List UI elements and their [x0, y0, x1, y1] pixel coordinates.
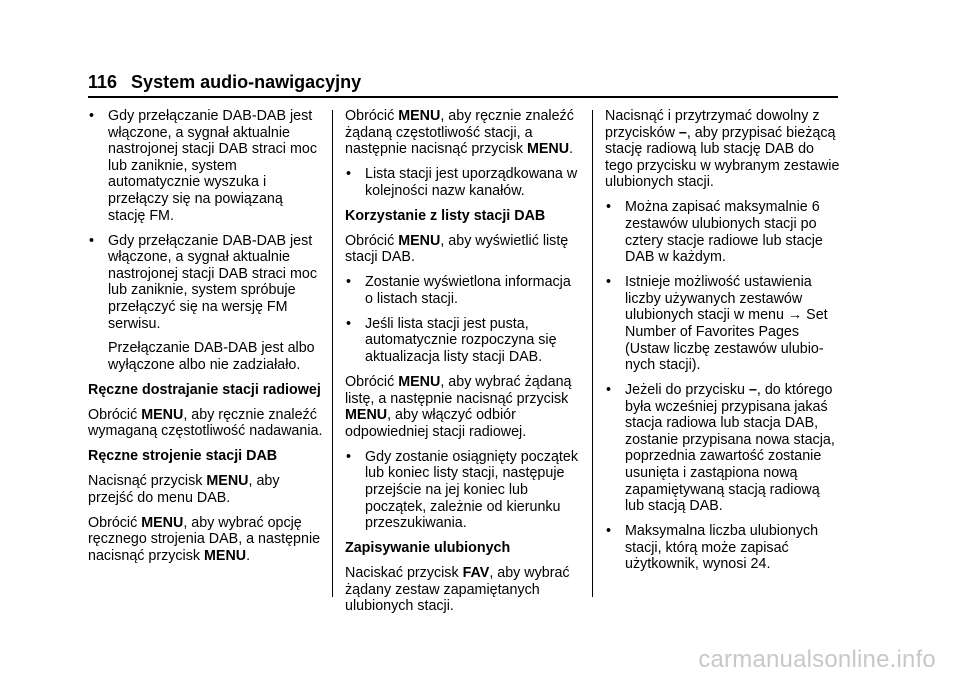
bullet-icon: •	[606, 382, 612, 399]
column-1	[88, 108, 323, 573]
bullet-item: • Lista stacji jest uporządkowana w kolejności nazw kanałów.	[346, 166, 578, 199]
paragraph: Naciskać przycisk FAV, aby wybrać żądany zestaw zapamiętanych ulubionych stacji.	[345, 565, 570, 615]
section-heading: Ręczne strojenie stacji DAB	[88, 448, 278, 465]
bullet-icon: •	[346, 166, 352, 183]
bullet-item: • Jeśli lista stacji jest pusta, automatycznie rozpoczyna się aktualizacja listy stacji DAB.	[346, 315, 557, 366]
bullet-icon: •	[346, 274, 352, 291]
bullet-icon: •	[89, 232, 95, 249]
bullet-icon: •	[346, 315, 352, 332]
bullet-icon: •	[606, 523, 612, 540]
paragraph: Nacisnąć przycisk MENU, aby przejść do menu DAB.	[88, 473, 280, 506]
column-divider	[592, 110, 593, 597]
bullet-item: • Można zapisać maksymalnie 6 zestawów ulubionych stacji po cztery stacje radiowe lub stacje DAB w każdym.	[606, 199, 823, 266]
section-heading: Zapisywanie ulubionych	[345, 540, 511, 557]
bullet-item: • Gdy przełączanie DAB-DAB jest włączone, a sygnał aktualnie nastrojonej stacji DAB straci moc lub zaniknie, system spróbuje przełączyć się na wersję FM serwisu.	[89, 232, 317, 332]
bullet-item: • Maksymalna liczba ulubionych stacji, którą może zapisać użytkownik, wynosi 24.	[606, 523, 819, 573]
page-number: 116	[88, 72, 118, 92]
section-heading: Korzystanie z listy stacji DAB	[345, 207, 546, 224]
paragraph: Obrócić MENU, aby wyświetlić listę stacji DAB.	[345, 232, 569, 266]
bullet-item: • Gdy przełączanie DAB-DAB jest włączone, a sygnał aktualnie nastrojonej stacji DAB straci moc lub zaniknie, system automatycznie wyszuka i przełączy się na powiązaną stację FM.	[89, 108, 317, 224]
paragraph: Obrócić MENU, aby wybrać żądaną listę, a następnie nacisnąć przycisk MENU, aby włączyć odbiór odpowiedniej stacji radiowej.	[345, 374, 572, 440]
watermark: carmanualsonline.info	[698, 646, 936, 673]
bullet-icon: •	[606, 199, 612, 216]
page-header	[88, 72, 361, 93]
bullet-icon: •	[606, 274, 612, 291]
bullet-note: Przełączanie DAB-DAB jest albo wyłączone albo nie zadziałało.	[108, 340, 315, 373]
bullet-icon: •	[346, 448, 352, 465]
bullet-icon: •	[89, 108, 95, 124]
paragraph: Nacisnąć i przytrzymać dowolny z przycisków –, aby przypisać bieżącą stację radiową lub stację DAB do tego przycisku w wybranym zestawie ulubionych stacji.	[605, 108, 840, 191]
bullet-item: • Gdy zostanie osiągnięty początek lub koniec listy stacji, następuje przejście na jej koniec lub początek, zależnie od kierunku przeszukiwania.	[346, 448, 578, 532]
paragraph: Obrócić MENU, aby wybrać opcję ręcznego strojenia DAB, a następnie nacisnąć przycisk MENU.	[88, 514, 321, 564]
column-divider	[332, 110, 333, 597]
paragraph: Obrócić MENU, aby ręcznie znaleźć żądaną częstotliwość stacji, a następnie nacisnąć przycisk MENU.	[345, 108, 574, 158]
paragraph: Obrócić MENU, aby ręcznie znaleźć wymaganą częstotliwość nadawania.	[88, 406, 323, 440]
bullet-item: • Zostanie wyświetlona informacja o listach stacji.	[346, 274, 571, 307]
page-title: System audio-nawigacyjny	[131, 72, 362, 92]
column-3	[605, 108, 840, 581]
section-heading: Ręczne dostrajanie stacji radiowej	[88, 381, 321, 398]
bullet-item: • Istnieje możliwość ustawienia liczby używanych zestawów ulubionych stacji w menu → Set Number of Favorites Pages (Ustaw liczbę zestawów ulubio- nych stacji).	[606, 274, 828, 374]
column-2	[345, 108, 580, 623]
bullet-item: • Jeżeli do przycisku –, do którego była wcześniej przypisana jakaś stacja radiowa lub stacja DAB, zostanie przypisana nowa stacja, poprzednia zawartość zostanie usunięta i zastąpiona nową zapamiętywaną stacją radiową lub stacją DAB.	[606, 382, 835, 515]
header-rule	[88, 96, 838, 98]
